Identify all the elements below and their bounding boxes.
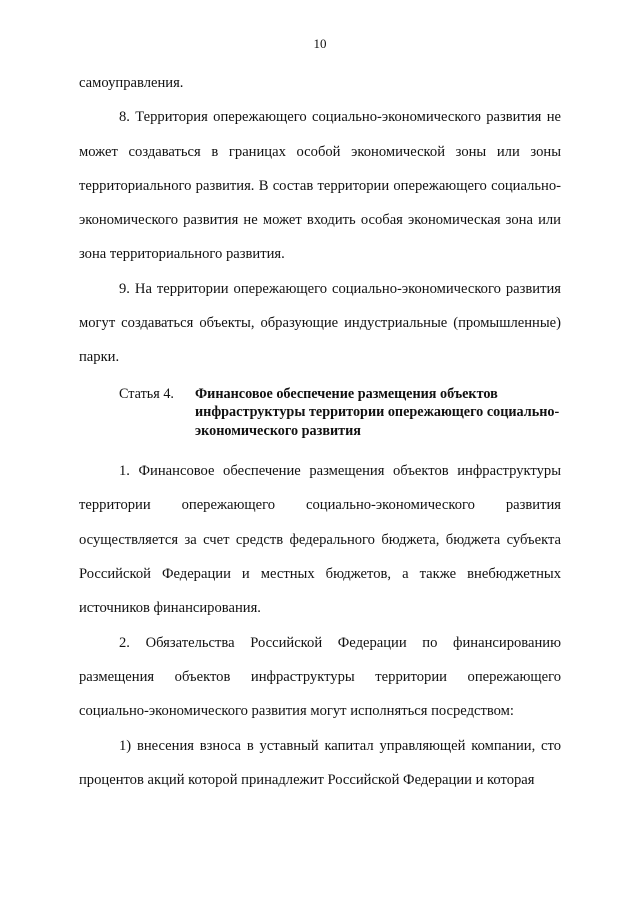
- document-body: [79, 66, 561, 797]
- article-label: Статья 4.: [119, 385, 174, 402]
- paragraph-8: 8. Территория опережающего социально-экономического развития не может создаваться в границах особой экономической зоны или зоны территориального развития. В состав территории опережающего социально-экономического развития не может входить особая экономическая зона или зона территориального развития.: [79, 109, 561, 263]
- article-paragraph-1: 1. Финансовое обеспечение размещения объектов инфраструктуры территории опережающего социально-экономического развития осуществляется за счет средств федерального бюджета, бюджета субъекта Российской Федерации и местных бюджетов, а также внебюджетных источников финансирования.: [79, 463, 561, 617]
- article-subparagraph-1: 1) внесения взноса в уставный капитал управляющей компании, сто процентов акций которой принадлежит Российской Федерации и которая: [79, 737, 561, 788]
- article-title: Финансовое обеспечение размещения объектов инфраструктуры территории опережающего социально-экономического развития: [195, 385, 560, 439]
- article-paragraph-2: 2. Обязательства Российской Федерации по финансированию размещения объектов инфраструктуры территории опережающего социально-экономического развития могут исполняться посредством:: [79, 634, 561, 720]
- paragraph-continuation: самоуправления.: [79, 75, 184, 91]
- article-heading: [79, 385, 561, 441]
- paragraph-9: 9. На территории опережающего социально-экономического развития могут создаваться объекты, образующие индустриальные (промышленные) парки.: [79, 280, 561, 366]
- page-number: 10: [313, 36, 327, 51]
